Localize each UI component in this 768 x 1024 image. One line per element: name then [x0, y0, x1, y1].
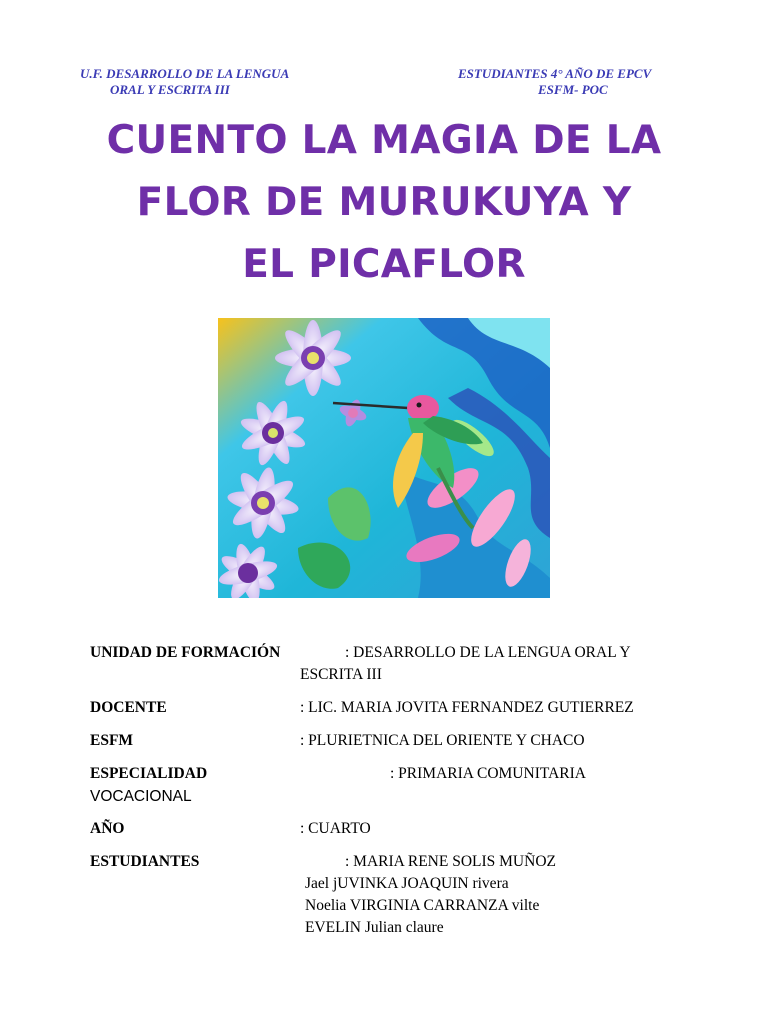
docente-label: DOCENTE — [90, 699, 167, 716]
especialidad-value-line2: VOCACIONAL — [90, 788, 192, 805]
esfm-row — [90, 730, 710, 752]
esfm-label: ESFM — [90, 732, 134, 749]
header-right-line1: ESTUDIANTES 4° AÑO DE EPCV — [458, 66, 652, 81]
title-line-2: FLOR DE MURUKUYA Y — [136, 180, 632, 225]
especialidad-row — [90, 763, 710, 809]
hummingbird-passionflower-painting — [218, 318, 550, 598]
student-3: Noelia VIRGINIA CARRANZA vilte — [305, 897, 540, 914]
estudiantes-row — [90, 851, 710, 941]
student-4: EVELIN Julian claure — [305, 919, 444, 936]
esfm-value: : PLURIETNICA DEL ORIENTE Y CHACO — [300, 732, 585, 749]
anio-row — [90, 818, 710, 840]
especialidad-value: : PRIMARIA COMUNITARIA — [390, 765, 586, 782]
unidad-row — [90, 642, 710, 690]
student-1: : MARIA RENE SOLIS MUÑOZ — [345, 853, 556, 870]
anio-label: AÑO — [90, 820, 125, 837]
title-line-1: CUENTO LA MAGIA DE LA — [106, 118, 662, 163]
especialidad-label: ESPECIALIDAD — [90, 765, 208, 782]
docente-value: : LIC. MARIA JOVITA FERNANDEZ GUTIERREZ — [300, 699, 634, 716]
header-left-line1: U.F. DESARROLLO DE LA LENGUA — [80, 66, 290, 81]
student-2: Jael jUVINKA JOAQUIN rivera — [305, 875, 509, 892]
unidad-value: : DESARROLLO DE LA LENGUA ORAL Y — [345, 644, 631, 661]
header-right-line2: ESFM- POC — [538, 82, 608, 97]
unidad-value-line2: ESCRITA III — [300, 666, 382, 683]
title-line-3: EL PICAFLOR — [242, 242, 526, 287]
docente-row — [90, 697, 710, 719]
unidad-label: UNIDAD DE FORMACIÓN — [90, 644, 281, 661]
header-left-line2: ORAL Y ESCRITA III — [110, 82, 230, 97]
anio-value: : CUARTO — [300, 820, 371, 837]
estudiantes-label: ESTUDIANTES — [90, 853, 200, 870]
page-title — [0, 110, 768, 296]
